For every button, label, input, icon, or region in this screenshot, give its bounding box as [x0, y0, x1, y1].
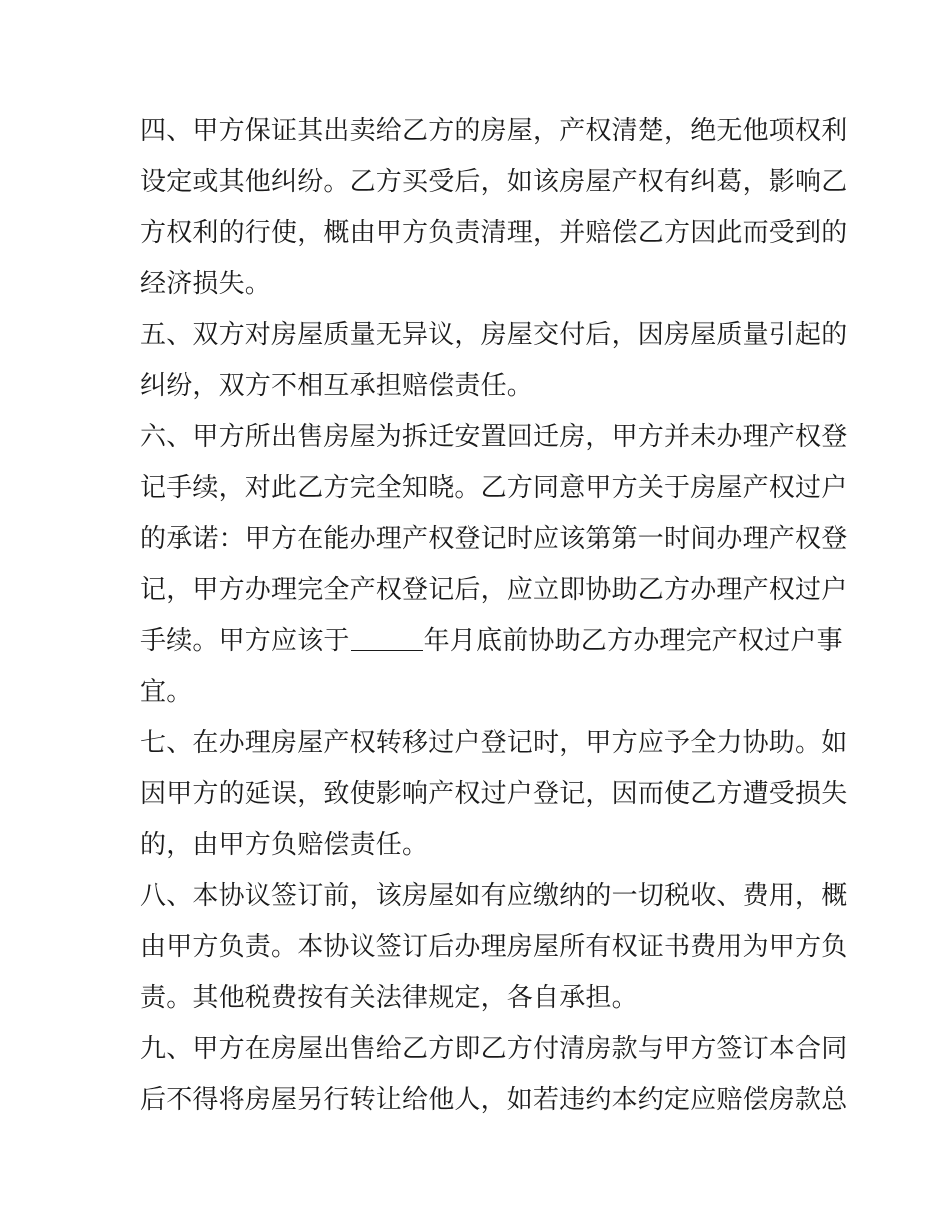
clause-6-line-1: 六、甲方所出售房屋为拆迁安置回迁房，甲方并未办理产权登 — [140, 422, 848, 452]
clause-9-line-1: 九、甲方在房屋出售给乙方即乙方付清房款与甲方签订本合同 — [140, 1034, 848, 1064]
document-body — [140, 106, 848, 1126]
clause-8-line-2: 由甲方负责。本协议签订后办理房屋所有权证书费用为甲方负 — [140, 932, 848, 962]
clause-7-line-1: 七、在办理房屋产权转移过户登记时，甲方应予全力协助。如 — [140, 728, 848, 758]
clause-4-line-1: 四、甲方保证其出卖给乙方的房屋，产权清楚，绝无他项权利 — [140, 116, 848, 146]
clause-9-line-2: 后不得将房屋另行转让给他人，如若违约本约定应赔偿房款总 — [140, 1085, 848, 1115]
clause-4-line-2: 设定或其他纠纷。乙方买受后，如该房屋产权有纠葛，影响乙 — [140, 167, 848, 197]
clause-4-line-4: 经济损失。 — [140, 269, 272, 299]
deadline-text-after: 年月底前协助乙方办理完产权过户事 — [423, 626, 843, 656]
clause-8-line-1: 八、本协议签订前，该房屋如有应缴纳的一切税收、费用，概 — [140, 881, 848, 911]
deadline-text-before: 手续。甲方应该于 — [140, 626, 350, 656]
clause-6-line-6: 宜。 — [140, 677, 193, 707]
clause-8-line-3: 责。其他税费按有关法律规定，各自承担。 — [140, 983, 638, 1013]
clause-6-line-2: 记手续，对此乙方完全知晓。乙方同意甲方关于房屋产权过户 — [140, 473, 848, 503]
clause-5-line-2: 纠纷，双方不相互承担赔偿责任。 — [140, 371, 534, 401]
clause-7-line-3: 的，由甲方负赔偿责任。 — [140, 830, 429, 860]
clause-5-line-1: 五、双方对房屋质量无异议，房屋交付后，因房屋质量引起的 — [140, 320, 848, 350]
clause-7-line-2: 因甲方的延误，致使影响产权过户登记，因而使乙方遭受损失 — [140, 779, 848, 809]
clause-4-line-3: 方权利的行使，概由甲方负责清理，并赔偿乙方因此而受到的 — [140, 218, 848, 248]
clause-6-line-3: 的承诺：甲方在能办理产权登记时应该第第一时间办理产权登 — [140, 524, 848, 554]
clause-6-line-5 — [140, 616, 843, 667]
deadline-blank — [351, 620, 423, 651]
clause-6-line-4: 记，甲方办理完全产权登记后，应立即协助乙方办理产权过户 — [140, 575, 848, 605]
